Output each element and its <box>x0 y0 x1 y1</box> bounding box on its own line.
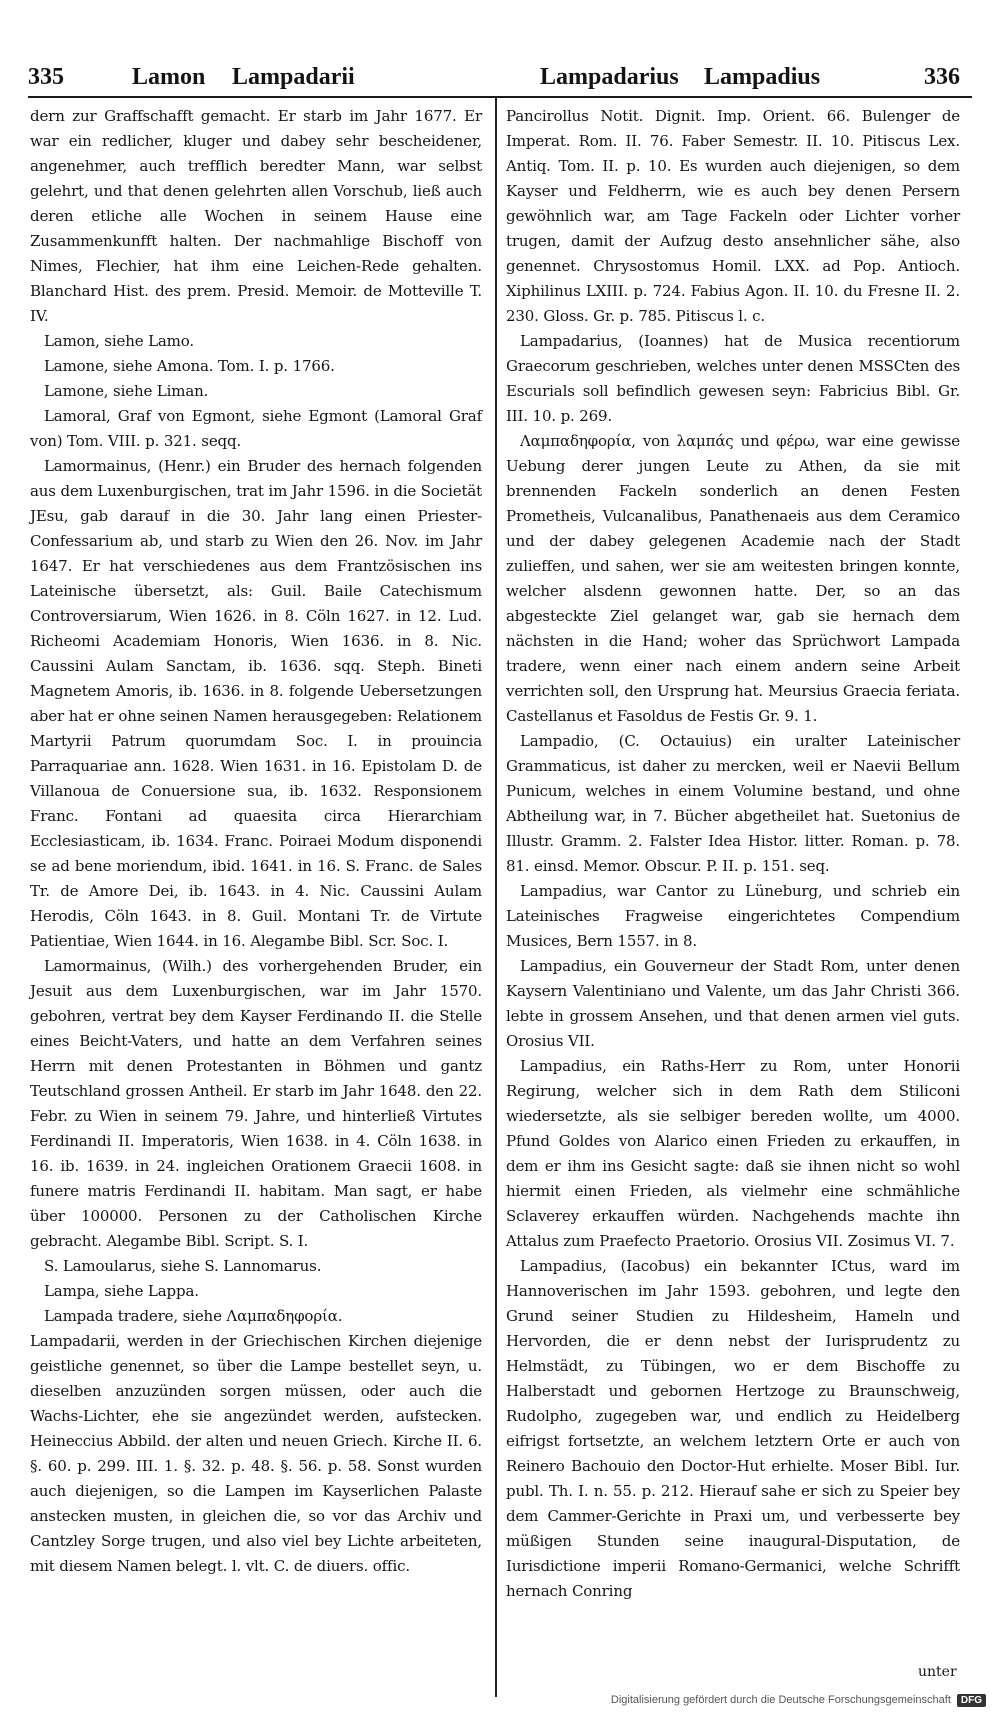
entry: Lamone, siehe Liman. <box>44 382 209 400</box>
entry: Lampadio, (C. Octauius) ein uralter Lateinischer Grammaticus, ist daher zu mercken, weil er Naevii Bellum Punicum, welches in einem Volumine bestand, und ohne Abtheilung war, in 7. Bücher abgetheilet hat. Suetonius de Illustr. Gramm. 2. Falster Idea Histor. litter. Roman. p. 78. 81. einsd. Memor. Obscur. P. II. p. 151. seq. <box>506 732 960 875</box>
footer-text: Digitalisierung gefördert durch die Deutsche Forschungsgemeinschaft <box>610 1694 951 1706</box>
running-header <box>28 56 972 96</box>
entry: Lamoral, Graf von Egmont, siehe Egmont (Lamoral Graf von) Tom. VIII. p. 321. seqq. <box>30 407 482 450</box>
entry: Lampadius, war Cantor zu Lüneburg, und schrieb ein Lateinisches Fragweise eingerichtetes Compendium Musices, Bern 1557. in 8. <box>506 882 960 950</box>
paragraph: Pancirollus Notit. Dignit. Imp. Orient. 66. Bulenger de Imperat. Rom. II. 76. Faber Semestr. II. 10. Pitiscus Lex. Antiq. Tom. II. p. 10. Es wurden auch diejenigen, so dem Kayser und Feldherrn, wie es auch bey denen Persern gewöhnlich war, am Tage Fackeln oder Lichter vorher trugen, damit der Aufzug desto ansehnlicher sähe, also genennet. Chrysostomus Homil. LXX. ad Pop. Antioch. Xiphilinus LXIII. p. 724. Fabius Agon. II. 10. du Fresne II. 2. 230. Gloss. Gr. p. 785. Pitiscus l. c. <box>506 107 960 325</box>
page-number-right: 336 <box>924 64 960 90</box>
entry: Lampa, siehe Lappa. <box>44 1282 199 1300</box>
entry: Lamone, siehe Amona. Tom. I. p. 1766. <box>44 357 335 375</box>
catchword: unter <box>918 1664 957 1680</box>
entry: Lampadius, (Iacobus) ein bekannter ICtus, ward im Hannoverischen im Jahr 1593. gebohren, und legte den Grund seiner Studien zu Hildesheim, Hameln und Hervorden, die er denn nebst der Iurisprudentz zu Helmstädt, zu Tübingen, wo er dem Bischoffe zu Halberstadt und gebornen Hertzoge zu Braunschweig, Rudolpho, zugegeben war, und endlich zu Heidelberg eifrigst fortsetzte, an welchem letztern Orte er auch von Reinero Bachouio den Doctor-Hut erhielte. Moser Bibl. Iur. publ. Th. I. n. 55. p. 212. Hierauf sahe er sich zu Speier bey dem Cammer-Gerichte in Praxi um, und verbesserte bey müßigen Stunden seine inaugural-Disputation, de Iurisdictione imperii Romano-Germanici, welche Schrifft hernach Conring <box>506 1257 960 1600</box>
dfg-logo: DFG <box>957 1694 986 1707</box>
footer <box>611 1690 986 1710</box>
paragraph: dern zur Graffschafft gemacht. Er starb im Jahr 1677. Er war ein redlicher, kluger und dabey sehr bescheidener, angenehmer, auch trefflich beredter Mann, war selbst gelehrt, und that denen gelehrten allen Vorschub, ließ auch deren etliche alle Wochen in seinem Hause eine Zusammenkunfft halten. Der nachmahlige Bischoff von Nimes, Flechier, hat ihm eine Leichen-Rede gehalten. Blanchard Hist. des prem. Presid. Memoir. de Motteville T. IV. <box>30 107 482 325</box>
running-head-left-2: Lampadarii <box>232 64 355 90</box>
entry: Lamormainus, (Wilh.) des vorhergehenden Bruder, ein Jesuit aus dem Luxenburgischen, war im Jahr 1570. gebohren, vertrat bey dem Kayser Ferdinando II. die Stelle eines Beicht-Vaters, und hatte an dem Verfahren seines Herrn mit denen Protestanten in Böhmen und gantz Teutschland grossen Antheil. Er starb im Jahr 1648. den 22. Febr. zu Wien in seinem 79. Jahre, und hinterließ Virtutes Ferdinandi II. Imperatoris, Wien 1638. in 4. Cöln 1638. in 16. ib. 1639. in 24. ingleichen Orationem Graecii 1608. in funere matris Ferdinandi II. habitam. Man sagt, er habe über 100000. Personen zu der Catholischen Kirche gebracht. Alegambe Bibl. Script. S. I. <box>30 957 482 1250</box>
running-head-left-1: Lamon <box>132 64 206 90</box>
column-divider <box>495 97 497 1697</box>
entry: Lampadius, ein Gouverneur der Stadt Rom, unter denen Kaysern Valentiniano und Valente, um das Jahr Christi 366. lebte in grossem Ansehen, und that denen armen viel guts. Orosius VII. <box>506 957 960 1050</box>
entry: Lampadius, ein Raths-Herr zu Rom, unter Honorii Regirung, welcher sich in dem Rath dem Stiliconi wiedersetzte, als sie selbiger bereden wollte, um 4000. Pfund Goldes von Alarico einen Frieden zu erkauffen, in dem er ihm ins Gesicht sagte: daß sie ihnen nicht so wohl hiermit einen Frieden, als vielmehr eine schmähliche Sclaverey erkauffen würden. Nachgehends machte ihn Attalus zum Praefecto Praetorio. Orosius VII. Zosimus VI. 7. <box>506 1057 960 1250</box>
page-number-left: 335 <box>28 64 64 90</box>
entry: Lamon, siehe Lamo. <box>44 332 194 350</box>
right-column <box>506 104 960 1604</box>
entry: Lampada tradere, siehe Λαμπαδηφορία. <box>44 1307 343 1325</box>
entry: Λαμπαδηφορία, von λαμπάς und φέρω, war eine gewisse Uebung derer jungen Leute zu Athen, da sie mit brennenden Fackeln sonderlich an denen Festen Prometheis, Vulcanalibus, Panathenaeis aus dem Ceramico und der dabey gelegenen Academie nach der Stadt zulieffen, und sahen, wer sie am weitesten bringen konnte, welcher alsdenn gewonnen hatte. Der, so an das abgesteckte Ziel gelanget war, gab sie hernach dem nächsten in die Hand; woher das Sprüchwort Lampada tradere, wenn einer nach einem andern seine Arbeit verrichten soll, den Ursprung hat. Meursius Graecia feriata. Castellanus et Fasoldus de Festis Gr. 9. 1. <box>506 432 960 725</box>
entry: S. Lamoularus, siehe S. Lannomarus. <box>44 1257 322 1275</box>
running-head-right-2: Lampadius <box>704 64 821 90</box>
entry: Lampadarii, werden in der Griechischen Kirchen diejenige geistliche genennet, so über die Lampe bestellet seyn, u. dieselben anzuzünden sorgen müssen, oder auch die Wachs-Lichter, ehe sie angezündet werden, aufstecken. Heineccius Abbild. der alten und neuen Griech. Kirche II. 6. §. 60. p. 299. III. 1. §. 32. p. 48. §. 56. p. 58. Sonst wurden auch diejenigen, so die Lampen im Kayserlichen Palaste anstecken musten, in gleichen die, so vor das Archiv und Cantzley Sorge trugen, und also viel bey Lichte arbeiteten, mit diesem Namen belegt. l. vlt. C. de diuers. offic. <box>30 1332 482 1575</box>
entry: Lamormainus, (Henr.) ein Bruder des hernach folgenden aus dem Luxenburgischen, trat im Jahr 1596. in die Societät JEsu, gab darauf in die 30. Jahr lang einen Priester-Confessarium ab, und starb zu Wien den 26. Nov. im Jahr 1647. Er hat verschiedenes aus dem Frantzösischen ins Lateinische übersetzt, als: Guil. Baile Catechismum Controversiarum, Wien 1626. in 8. Cöln 1627. in 12. Lud. Richeomi Academiam Honoris, Wien 1636. in 8. Nic. Caussini Aulam Sanctam, ib. 1636. sqq. Steph. Bineti Magnetem Amoris, ib. 1636. in 8. folgende Uebersetzungen aber hat er ohne seinen Namen herausgegeben: Relationem Martyrii Patrum quorumdam Soc. I. in prouincia Parraquariae ann. 1628. Wien 1631. in 16. Epistolam D. de Villanoua de Conuersione sua, ib. 1632. Responsionem Franc. Fontani ad quaesita circa Hierarchiam Ecclesiasticam, ib. 1634. Franc. Poiraei Modum disponendi se ad bene moriendum, ibid. 1641. in 16. S. Franc. de Sales Tr. de Amore Dei, ib. 1643. in 4. Nic. Caussini Aulam Herodis, Cöln 1643. in 8. Guil. Montani Tr. de Virtute Patientiae, Wien 1644. in 16. Alegambe Bibl. Scr. Soc. I. <box>30 457 482 950</box>
running-head-right-1: Lampadarius <box>540 64 679 90</box>
entry: Lampadarius, (Ioannes) hat de Musica recentiorum Graecorum geschrieben, welches unter denen MSSCten des Escurials soll befindlich gewesen seyn: Fabricius Bibl. Gr. III. 10. p. 269. <box>506 332 960 425</box>
header-rule <box>28 96 972 98</box>
left-column <box>30 104 482 1579</box>
